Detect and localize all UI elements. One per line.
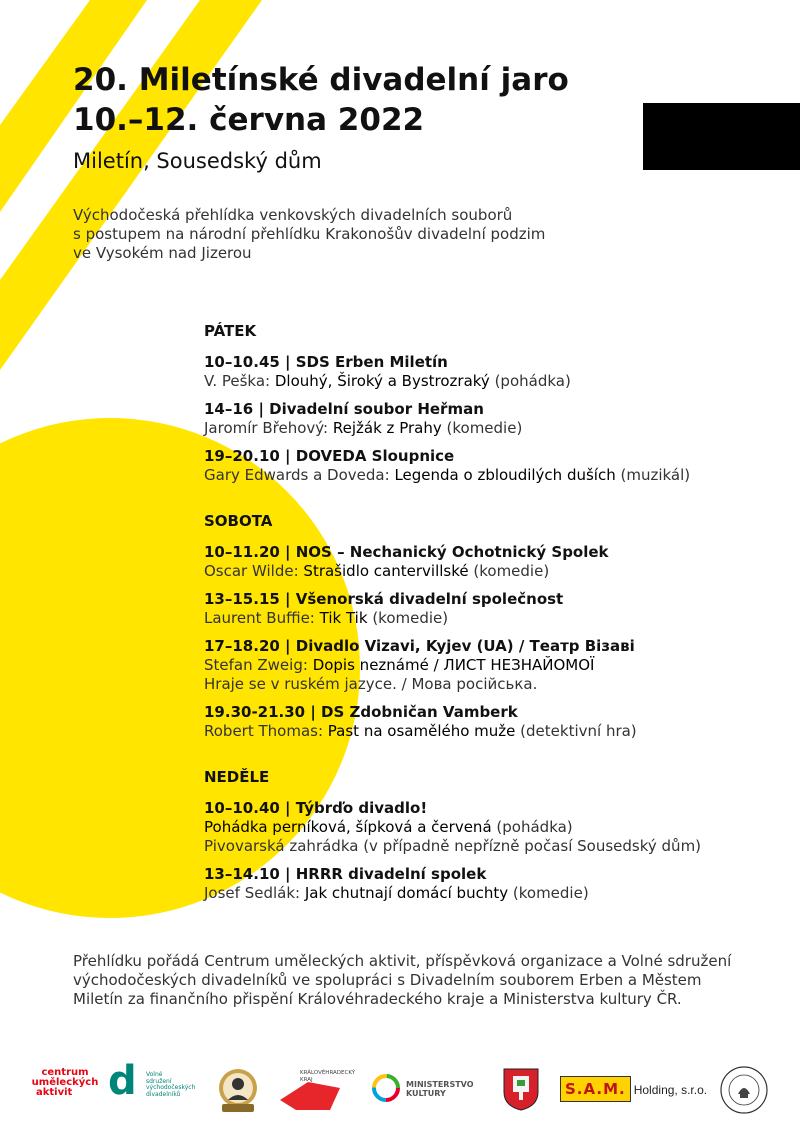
event-play: Dlouhý, Široký a Bystrozraký xyxy=(274,372,490,390)
mk-line: KULTURY xyxy=(406,1089,446,1098)
event-detail xyxy=(204,609,764,628)
event-detail xyxy=(204,562,764,581)
event-play: Pohádka perníková, šípková a červená xyxy=(204,818,492,836)
portrait-medallion-icon xyxy=(212,1064,264,1116)
partner-logos xyxy=(0,1060,800,1120)
event-heading: 17–18.20 | Divadlo Vizavi, Kyjev (UA) / Театр Візаві xyxy=(204,637,635,655)
event-heading: 19–20.10 | DOVEDA Sloupnice xyxy=(204,447,455,465)
event-play: Dopis neznámé / ЛИСТ НЕЗНАЙОМОЇ xyxy=(312,656,595,674)
cua-logo-line: aktivit xyxy=(36,1087,73,1098)
event-detail xyxy=(204,372,764,391)
vsvd-logo xyxy=(108,1058,196,1106)
event-genre: (muzikál) xyxy=(620,466,691,484)
vsvd-line: Volné xyxy=(146,1071,163,1078)
cua-logo-line: uměleckých xyxy=(31,1077,99,1088)
event-note: Hraje se v ruském jazyce. / Мова російська. xyxy=(204,675,538,693)
organizer-note xyxy=(73,952,733,1009)
event-play: Rejžák z Prahy xyxy=(332,419,442,437)
event-genre: (detektivní hra) xyxy=(520,722,637,740)
cua-logo xyxy=(30,1068,100,1098)
vsvd-line: východočeských xyxy=(146,1084,196,1091)
mk-line: MINISTERSTVO xyxy=(406,1080,474,1089)
event-play: Legenda o zbloudilých duších xyxy=(394,466,616,484)
event-detail xyxy=(204,722,764,741)
vsvd-line: sdružení xyxy=(146,1077,172,1085)
event-item xyxy=(204,865,764,903)
event-heading: 13–14.10 | HRRR divadelní spolek xyxy=(204,865,487,883)
event-genre: (komedie) xyxy=(446,419,523,437)
day-heading-sunday: NEDĚLE xyxy=(204,768,270,786)
title-line-2: 10.–12. června 2022 xyxy=(73,102,425,138)
event-detail xyxy=(204,466,764,485)
event-play: Tik Tik xyxy=(319,609,368,627)
event-item xyxy=(204,703,764,741)
mk-ring-icon xyxy=(370,1072,402,1104)
venue: Miletín, Sousedský dům xyxy=(73,149,322,173)
event-play: Past na osamělého muže xyxy=(327,722,516,740)
sam-logo xyxy=(560,1076,710,1104)
event-genre: (komedie) xyxy=(473,562,550,580)
event-author: Oscar Wilde: xyxy=(204,562,299,580)
khk-line: KRAJ xyxy=(300,1077,313,1083)
day-heading-friday: PÁTEK xyxy=(204,322,257,340)
intro-line: Východočeská přehlídka venkovských divadelních souborů xyxy=(73,206,513,224)
footer-line: východočeských divadelníků ve spolupráci s Divadelním souborem Erben a Městem xyxy=(73,971,702,989)
brewery-seal-icon xyxy=(718,1064,770,1116)
day-heading-saturday: SOBOTA xyxy=(204,512,273,530)
event-author: V. Peška: xyxy=(204,372,271,390)
event-play: Jak chutnají domácí buchty xyxy=(304,884,509,902)
event-author: Robert Thomas: xyxy=(204,722,324,740)
event-play: Strašidlo cantervillské xyxy=(303,562,469,580)
khk-shape-icon xyxy=(278,1080,348,1112)
event-genre: (pohádka) xyxy=(496,818,573,836)
mk-text xyxy=(406,1080,474,1098)
event-detail xyxy=(204,419,764,438)
event-detail xyxy=(204,884,764,903)
event-detail xyxy=(204,656,764,675)
schedule xyxy=(204,322,764,912)
town-crest-icon xyxy=(501,1066,541,1112)
title-line-1: 20. Miletínské divadelní jaro xyxy=(73,62,569,98)
event-item xyxy=(204,353,764,391)
sam-mark: S.A.M. xyxy=(560,1076,631,1102)
event-author: Gary Edwards a Doveda: xyxy=(204,466,390,484)
intro-text xyxy=(73,206,593,263)
event-genre: (pohádka) xyxy=(494,372,571,390)
khk-logo xyxy=(278,1070,358,1114)
event-heading: 10–10.45 | SDS Erben Miletín xyxy=(204,353,448,371)
event-heading: 10–10.40 | Týbrďo divadlo! xyxy=(204,799,428,817)
event-genre: (komedie) xyxy=(372,609,449,627)
cua-logo-line: centrum xyxy=(41,1067,89,1078)
event-author: Jaromír Břehový: xyxy=(204,419,329,437)
event-genre: (komedie) xyxy=(512,884,589,902)
event-heading: 13–15.15 | Všenorská divadelní společnost xyxy=(204,590,564,608)
footer-line: Miletín za finančního přispění Královéhradeckého kraje a Ministerstva kultury ČR. xyxy=(73,990,682,1008)
vsvd-line: divadelníků xyxy=(146,1090,181,1098)
mk-logo xyxy=(370,1070,490,1110)
event-item xyxy=(204,637,764,694)
yellow-stripe-2 xyxy=(0,0,262,370)
event-note: Pivovarská zahrádka (v případně nepřízně počasí Sousedský dům) xyxy=(204,837,702,855)
event-detail xyxy=(204,818,764,837)
event-author: Josef Sedlák: xyxy=(204,884,301,902)
event-item xyxy=(204,799,764,856)
sam-text: Holding, s.r.o. xyxy=(633,1083,708,1097)
event-title xyxy=(73,60,569,140)
event-heading: 14–16 | Divadelní soubor Heřman xyxy=(204,400,484,418)
footer-line: Přehlídku pořádá Centrum uměleckých aktivit, příspěvková organizace a Volné sdružení xyxy=(73,952,732,970)
intro-line: ve Vysokém nad Jizerou xyxy=(73,244,252,262)
event-item xyxy=(204,447,764,485)
event-author: Laurent Buffie: xyxy=(204,609,315,627)
event-item xyxy=(204,400,764,438)
vsvd-text xyxy=(146,1072,195,1098)
event-item xyxy=(204,543,764,581)
event-item xyxy=(204,590,764,628)
intro-line: s postupem na národní přehlídku Krakonošův divadelní podzim xyxy=(73,225,546,243)
event-author: Stefan Zweig: xyxy=(204,656,308,674)
event-heading: 10–11.20 | NOS – Nechanický Ochotnický Spolek xyxy=(204,543,609,561)
khk-line: KRÁLOVÉHRADECKÝ xyxy=(300,1070,356,1076)
event-heading: 19.30-21.30 | DS Zdobničan Vamberk xyxy=(204,703,518,721)
black-rectangle xyxy=(643,103,800,170)
vsvd-mark: d xyxy=(108,1058,137,1104)
